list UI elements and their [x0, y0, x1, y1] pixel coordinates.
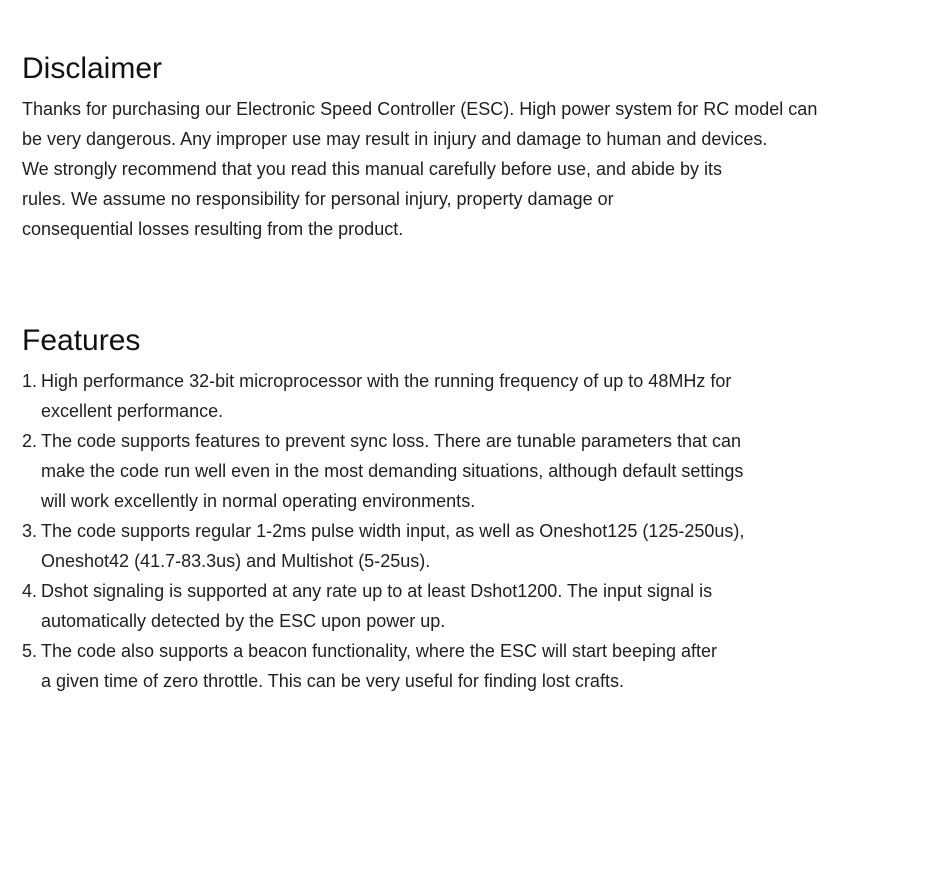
feature-line: a given time of zero throttle. This can be very useful for finding lost crafts. — [41, 671, 624, 691]
features-list — [22, 366, 744, 696]
feature-item — [22, 516, 744, 576]
feature-number: 3. — [22, 521, 38, 541]
feature-line: The code supports regular 1-2ms pulse width input, as well as Oneshot125 (125-250us), — [41, 521, 745, 541]
feature-line: automatically detected by the ESC upon power up. — [41, 611, 446, 631]
feature-number: 5. — [22, 641, 38, 661]
feature-line: High performance 32-bit microprocessor with the running frequency of up to 48MHz for — [41, 371, 732, 391]
feature-line: The code supports features to prevent sync loss. There are tunable parameters that can — [41, 431, 742, 451]
feature-line: will work excellently in normal operating environments. — [41, 491, 476, 511]
disclaimer-heading: Disclaimer — [22, 52, 163, 85]
feature-number: 4. — [22, 581, 38, 601]
disclaimer-line: consequential losses resulting from the product. — [22, 219, 404, 239]
feature-item — [22, 366, 744, 426]
feature-item — [22, 636, 744, 696]
feature-line: Oneshot42 (41.7-83.3us) and Multishot (5-25us). — [41, 551, 431, 571]
feature-line: The code also supports a beacon functionality, where the ESC will start beeping after — [41, 641, 718, 661]
feature-line: excellent performance. — [41, 401, 224, 421]
feature-line: make the code run well even in the most demanding situations, although default settings — [41, 461, 744, 481]
disclaimer-paragraph — [22, 94, 817, 244]
features-heading: Features — [22, 324, 141, 357]
feature-line: Dshot signaling is supported at any rate up to at least Dshot1200. The input signal is — [41, 581, 713, 601]
feature-item — [22, 426, 744, 516]
feature-item — [22, 576, 744, 636]
disclaimer-line: rules. We assume no responsibility for personal injury, property damage or — [22, 189, 614, 209]
feature-number: 2. — [22, 431, 38, 451]
disclaimer-line: Thanks for purchasing our Electronic Speed Controller (ESC). High power system for RC model can — [22, 99, 818, 119]
disclaimer-line: be very dangerous. Any improper use may result in injury and damage to human and devices. — [22, 129, 768, 149]
disclaimer-line: We strongly recommend that you read this manual carefully before use, and abide by its — [22, 159, 723, 179]
feature-number: 1. — [22, 371, 38, 391]
